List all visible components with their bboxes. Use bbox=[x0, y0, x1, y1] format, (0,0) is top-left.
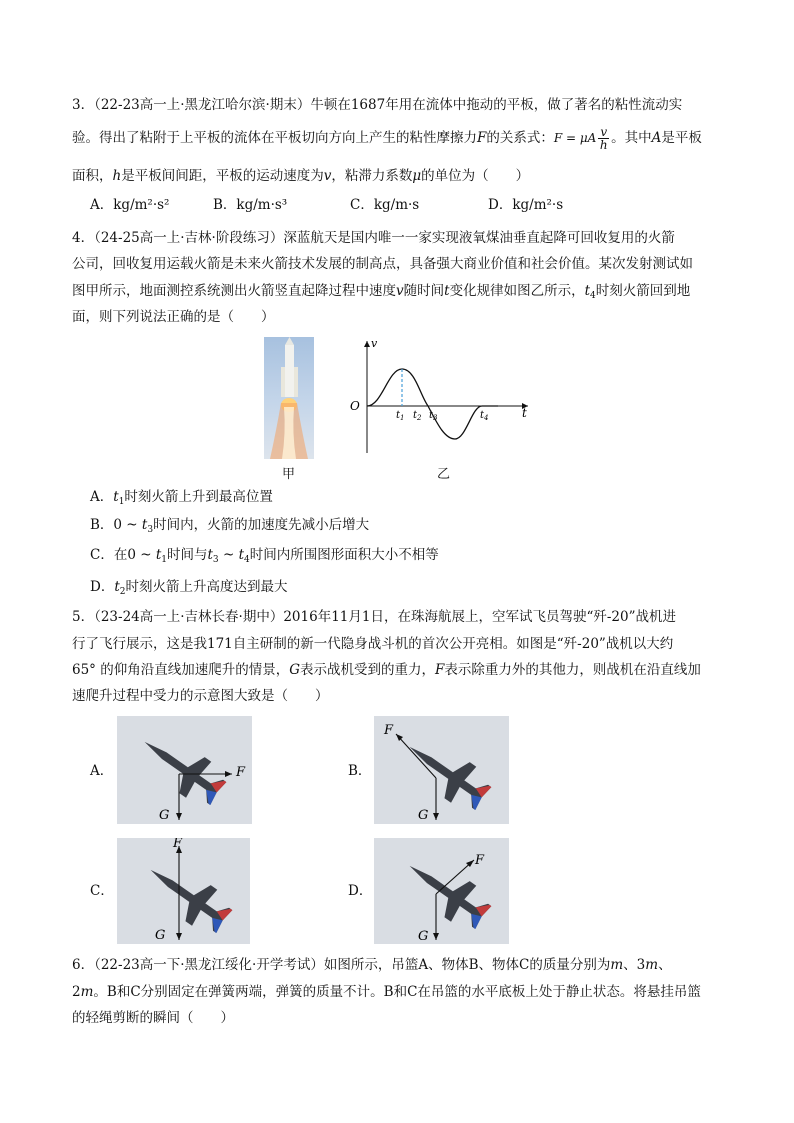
q4-line-4: 面，则下列说法正确的是（ ） bbox=[72, 309, 275, 325]
q4-option-d: D．$t_2$时刻火箭上升高度达到最大 bbox=[90, 579, 288, 597]
q4-line-1: 4．（24-25高一上·吉林·阶段练习）深蓝航天是国内唯一一家实现液氧煤油垂直起降可回收复用的火箭 bbox=[72, 230, 675, 246]
label-f: F bbox=[173, 838, 183, 851]
q5-option-d-figure bbox=[374, 838, 509, 944]
jet-icon bbox=[397, 729, 496, 817]
label-g: G bbox=[155, 928, 166, 943]
q5-option-c-label: C． bbox=[90, 883, 114, 899]
label-f: F bbox=[384, 723, 394, 738]
graph-t2-label: $t_2$ bbox=[413, 410, 422, 422]
q6-line-3: 的轻绳剪断的瞬间（ ） bbox=[72, 1010, 234, 1026]
graph-t1-label: $t_1$ bbox=[396, 410, 405, 422]
label-g: G bbox=[159, 808, 170, 823]
label-f: F bbox=[236, 765, 246, 780]
q5-line-1: 5．（23-24高一上·吉林长春·期中）2016年11月1日，在珠海航展上，空军试飞员驾驶“歼-20”战机进 bbox=[72, 609, 677, 625]
label-f: F bbox=[475, 853, 485, 868]
q3-option-d: D．kg/m²·s bbox=[488, 197, 564, 213]
fraction-v-over-h: $\frac{v}{h}$ bbox=[599, 125, 608, 152]
q5-line-4: 速爬升过程中受力的示意图大致是（ ） bbox=[72, 688, 329, 704]
q4-line-3: 图甲所示，地面测控系统测出火箭竖直起降过程中速度v随时间t变化规律如图乙所示，$t_4$时刻火箭回到地 bbox=[72, 283, 691, 301]
graph-origin: O bbox=[350, 399, 360, 413]
jet-icon bbox=[138, 852, 237, 940]
q5-option-b-label: B． bbox=[348, 763, 372, 779]
graph-t4-label: $t_4$ bbox=[480, 410, 489, 422]
label-g: G bbox=[418, 929, 429, 944]
q6-line-2: 2m。B和C分别固定在弹簧两端，弹簧的质量不计。B和C在吊篮的水平底板上处于静止状态。将悬挂吊篮 bbox=[72, 984, 701, 1000]
formula: F = μA bbox=[553, 131, 597, 145]
q5-option-c-figure bbox=[117, 838, 250, 944]
q4-option-a: A．$t_1$时刻火箭上升到最高位置 bbox=[90, 489, 273, 507]
q4-option-b: B．0 ~ $t_3$时间内，火箭的加速度先减小后增大 bbox=[90, 517, 370, 535]
q3-line-2: 验。得出了粘附于上平板的流体在平板切向方向上产生的粘性摩擦力F的关系式：F = μA $\frac{v}{h}$ 。其中A是平板 bbox=[72, 125, 702, 152]
q3-line-1: 3．（22-23高一上·黑龙江哈尔滨·期末）牛顿在1687年用在流体中拖动的平板，做了著名的粘性流动实 bbox=[72, 97, 683, 113]
caption-jia: 甲 bbox=[282, 467, 296, 482]
q5-option-a-label: A． bbox=[90, 763, 114, 779]
q3-option-b: B．kg/m·s³ bbox=[213, 197, 288, 213]
graph-v-label: v bbox=[371, 337, 378, 350]
q3-option-c: C．kg/m·s bbox=[350, 197, 420, 213]
label-g: G bbox=[418, 808, 429, 823]
graph-t3-label: $t_3$ bbox=[429, 410, 438, 422]
q4-option-c: C．在0 ~ $t_1$时间与$t_3$ ~ $t_4$时间内所围图形面积大小不相等 bbox=[90, 547, 439, 565]
jet-icon bbox=[132, 724, 231, 812]
q5-line-3: 65° 的仰角沿直线加速爬升的情景，G表示战机受到的重力，F表示除重力外的其他力，则战机在沿直线加 bbox=[72, 662, 701, 678]
q6-line-1: 6．（22-23高一下·黑龙江绥化·开学考试）如图所示，吊篮A、物体B、物体C的质量分别为m、3m、 bbox=[72, 957, 672, 973]
q3-option-a: A．kg/m²·s² bbox=[90, 197, 170, 213]
q5-line-2: 行了飞行展示，这是我171自主研制的新一代隐身战斗机的首次公开亮相。如图是“歼-20”战机以大约 bbox=[72, 636, 674, 652]
q5-option-b-figure bbox=[374, 716, 509, 824]
force-f-arrow bbox=[396, 734, 436, 778]
q3-line-3: 面积，h是平板间间距，平板的运动速度为v，粘滞力系数μ的单位为（ ） bbox=[72, 168, 530, 184]
caption-yi: 乙 bbox=[437, 467, 451, 482]
velocity-time-graph bbox=[340, 335, 540, 460]
q5-option-a-figure bbox=[117, 716, 252, 824]
velocity-curve bbox=[367, 369, 498, 439]
q4-line-2: 公司，回收复用运载火箭是未来火箭技术发展的制高点，具备强大商业价值和社会价值。某次发射测试如 bbox=[72, 256, 693, 272]
rocket-launch-photo bbox=[264, 337, 314, 459]
graph-t-label: t bbox=[522, 406, 527, 420]
q5-option-d-label: D． bbox=[348, 883, 373, 899]
